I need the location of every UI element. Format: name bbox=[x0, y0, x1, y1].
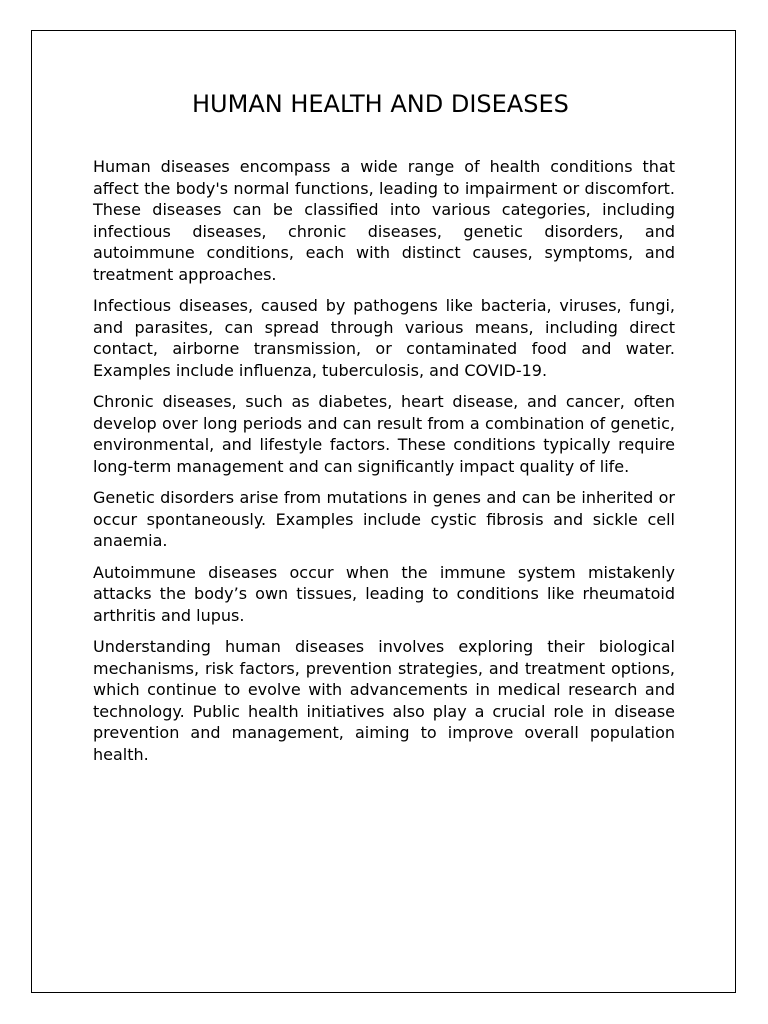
paragraph-chronic-diseases: Chronic diseases, such as diabetes, heart disease, and cancer, often develop over long periods and can result from a combination of genetic, environmental, and lifestyle factors. These conditions typically require long-term management and can significantly impact quality of life. bbox=[93, 392, 675, 476]
paragraph-understanding-diseases: Understanding human diseases involves exploring their biological mechanisms, risk factors, prevention strategies, and treatment options, which continue to evolve with advancements in medical research and technology. Public health initiatives also play a crucial role in disease prevention and management, aiming to improve overall population health. bbox=[93, 637, 675, 764]
paragraph-overview: Human diseases encompass a wide range of health conditions that affect the body's normal functions, leading to impairment or discomfort. These diseases can be classified into various categories, including infectious diseases, chronic diseases, genetic disorders, and autoimmune conditions, each with distinct causes, symptoms, and treatment approaches. bbox=[93, 157, 675, 284]
paragraph-autoimmune-diseases: Autoimmune diseases occur when the immune system mistakenly attacks the body’s own tissues, leading to conditions like rheumatoid arthritis and lupus. bbox=[93, 562, 675, 625]
document-body bbox=[93, 156, 675, 775]
paragraph-infectious-diseases: Infectious diseases, caused by pathogens like bacteria, viruses, fungi, and parasites, can spread through various means, including direct contact, airborne transmission, or contaminated food and water. Examples include influenza, tuberculosis, and COVID-19. bbox=[93, 296, 675, 380]
page-border bbox=[31, 30, 736, 993]
document-title: HUMAN HEALTH AND DISEASES bbox=[192, 90, 569, 118]
paragraph-genetic-disorders: Genetic disorders arise from mutations in genes and can be inherited or occur spontaneously. Examples include cystic fibrosis and sickle cell anaemia. bbox=[93, 488, 675, 550]
